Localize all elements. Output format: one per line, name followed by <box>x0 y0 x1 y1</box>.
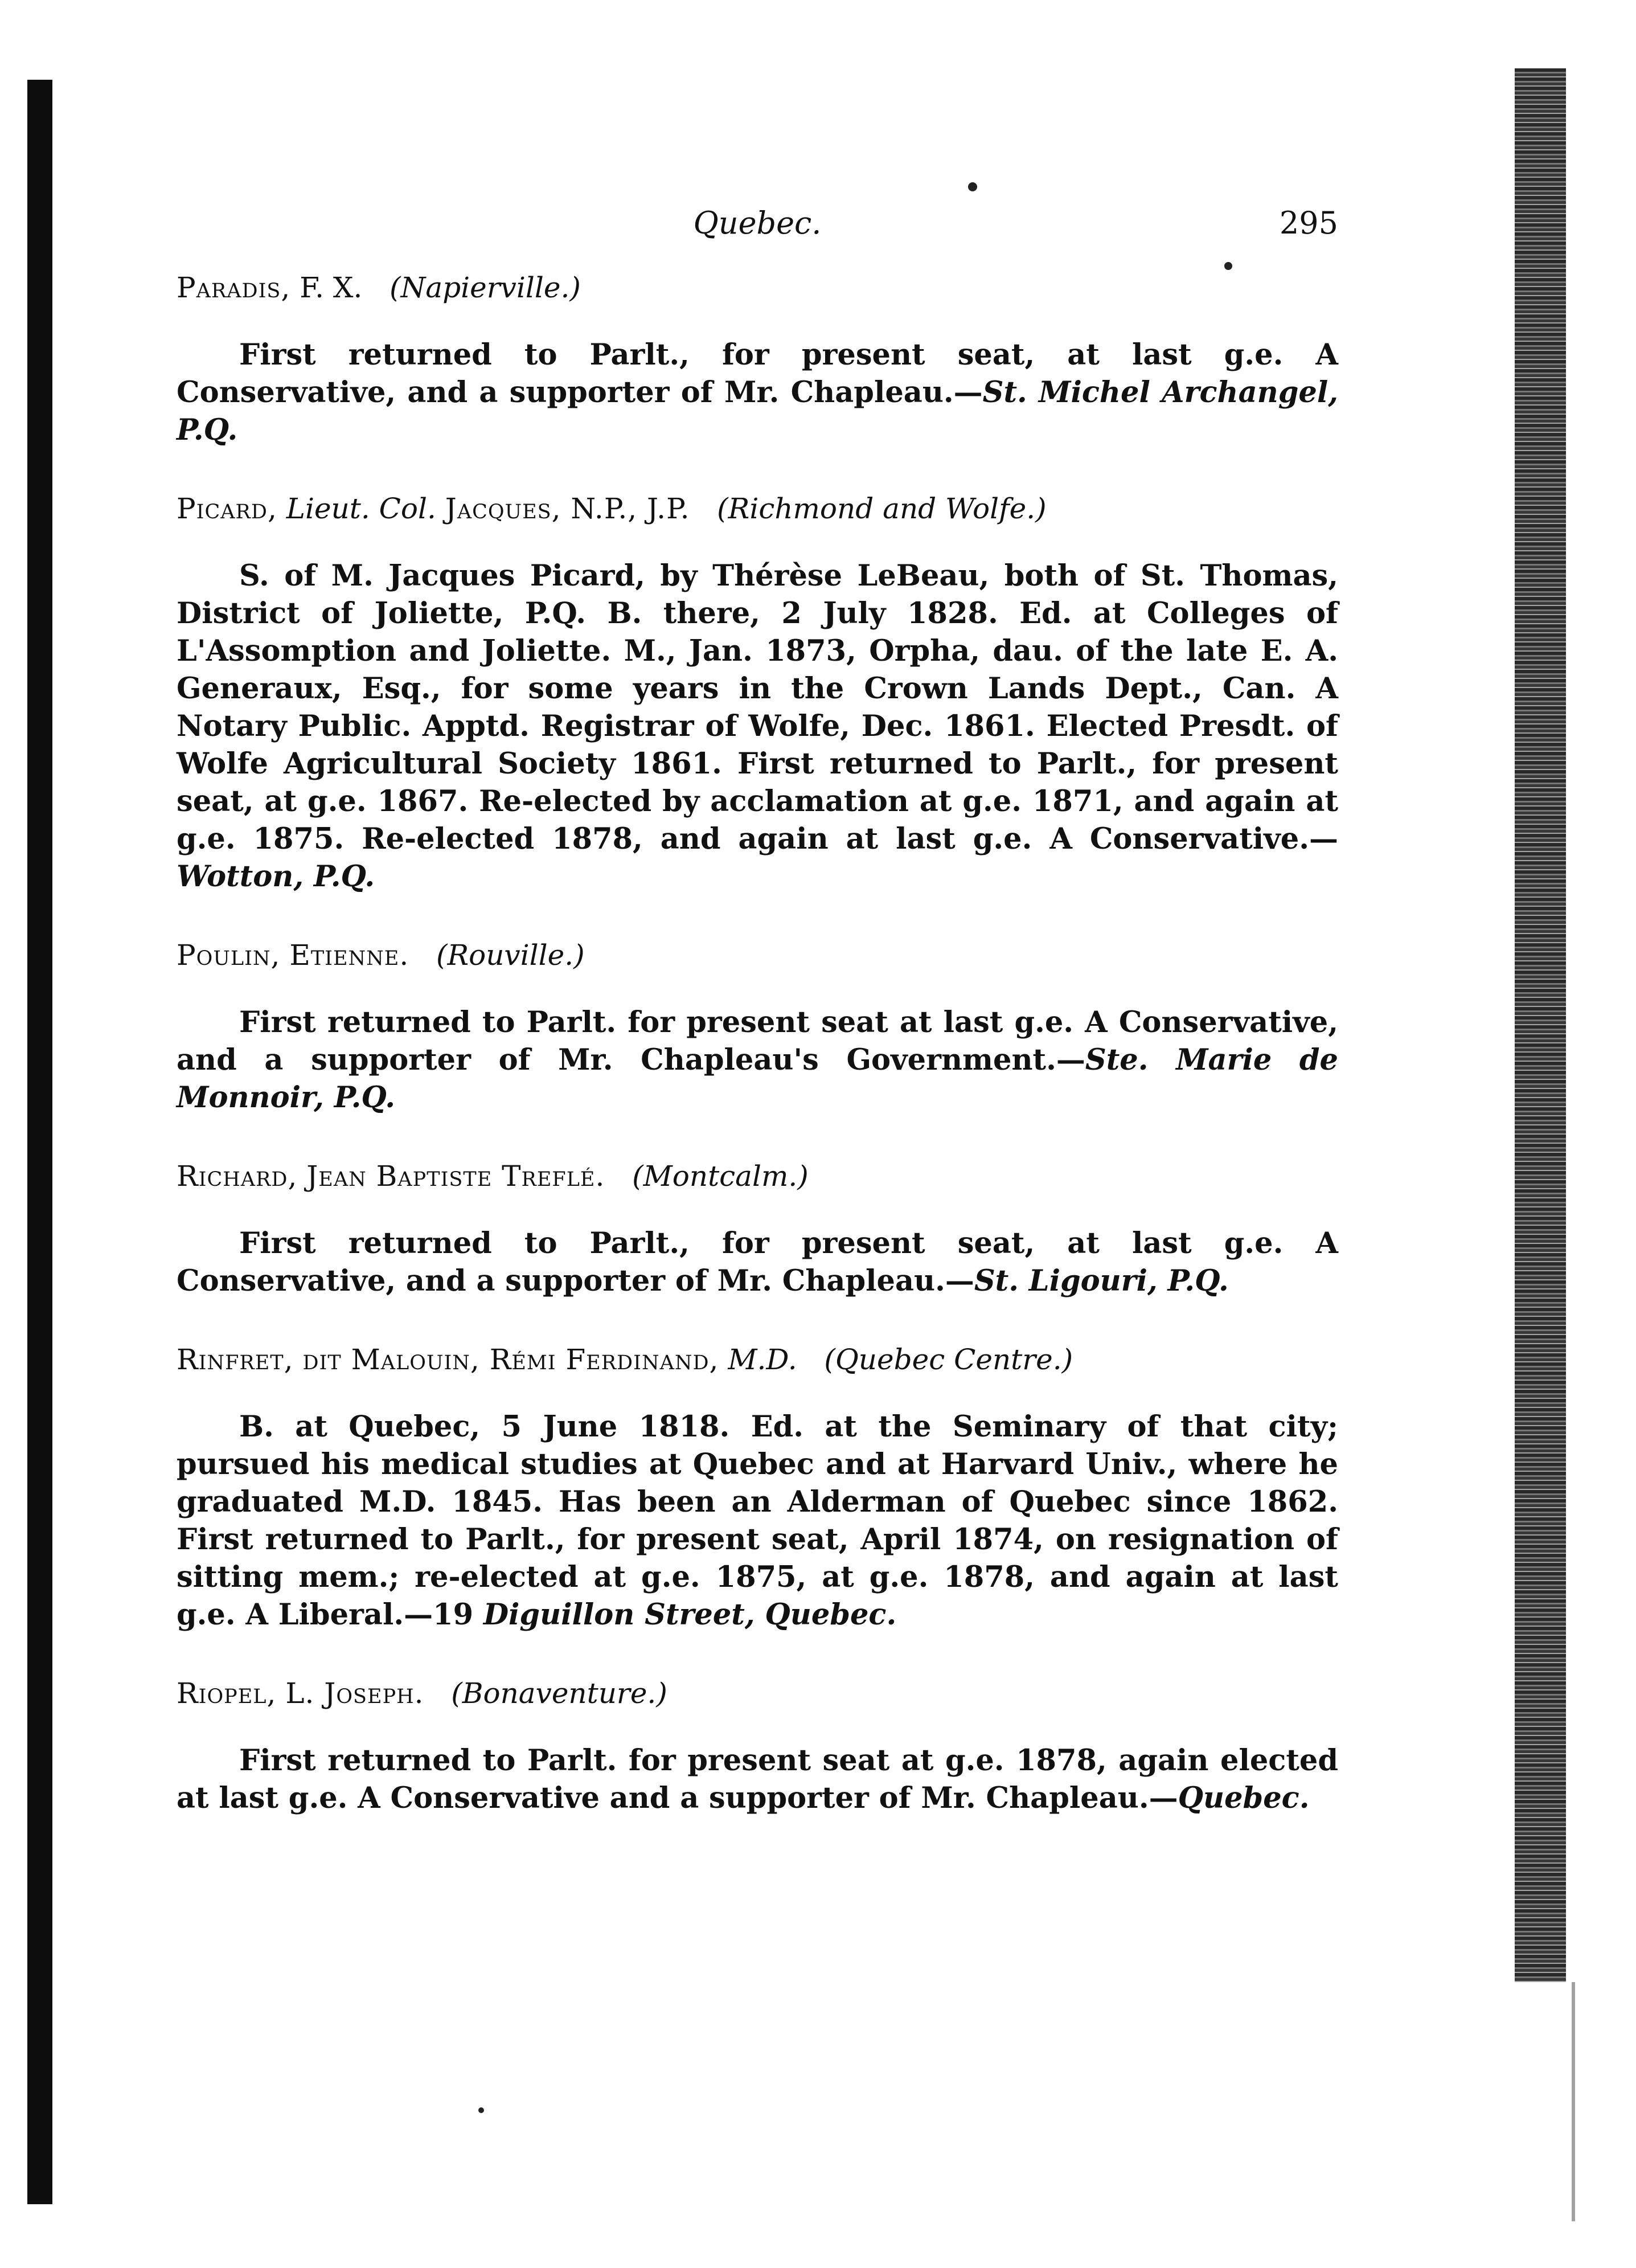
entry-address: Ste. Marie de Monnoir, P.Q. <box>177 1043 1338 1115</box>
entry-given-name: L. Joseph. <box>285 1677 424 1710</box>
entry-given-name: F. X. <box>300 271 363 304</box>
entry-body: B. at Quebec, 5 June 1818. Ed. at the Seminary of that city; pursued his medical studies at Quebec and at Harvard Univ., where he graduated M.D. 1845. Has been an Alderman of Quebec since 1862. First returned to Parlt., for present seat, April 1874, on resignation of sitting mem.; re-elected at g.e. 1875, at g.e. 1878, and again at last g.e. A Liberal.—19 <box>177 1410 1338 1632</box>
running-title: Quebec. <box>693 205 822 241</box>
entry-text <box>177 1225 1338 1300</box>
entry-address: Wotton, P.Q. <box>177 859 375 894</box>
entry-poulin <box>177 935 1338 1116</box>
entry-riding: (Richmond and Wolfe.) <box>717 492 1047 525</box>
entry-heading <box>177 935 1338 975</box>
entry-body: First returned to Parlt. for present seat at last g.e. A Conservative, and a supporter of Mr. Chapleau's Government.— <box>177 1005 1338 1077</box>
entry-riding: (Quebec Centre.) <box>824 1343 1073 1376</box>
entry-given-name: Etienne. <box>289 939 409 972</box>
entry-picard <box>177 489 1338 895</box>
entry-heading <box>177 268 1338 308</box>
entry-richard <box>177 1156 1338 1300</box>
entry-riding: (Napierville.) <box>389 271 581 304</box>
entry-address: St. Ligouri, P.Q. <box>974 1264 1229 1298</box>
entry-address: St. Michel Archangel, P.Q. <box>177 375 1338 447</box>
entry-riding: (Rouville.) <box>436 939 585 972</box>
scan-left-edge <box>27 80 52 2204</box>
entry-surname: Rinfret, <box>177 1343 294 1376</box>
entry-rank: Lieut. Col. <box>286 492 436 525</box>
entry-body: S. of M. Jacques Picard, by Thérèse LeBeau, both of St. Thomas, District of Joliette, P.Q. B. there, 2 July 1828. Ed. at Colleges of L'Assomption and Joliette. M., Jan. 1873, Orpha, dau. of the late E. A. Generaux, Esq., for some years in the Crown Lands Dept., Can. A Notary Public. Apptd. Registrar of Wolfe, Dec. 1861. Elected Presdt. of Wolfe Agricultural Society 1861. First returned to Parlt., for present seat, at g.e. 1867. Re-elected by acclamation at g.e. 1871, and again at g.e. 1875. Re-elected 1878, and again at last g.e. A Conservative.— <box>177 559 1338 856</box>
entry-surname: Richard, <box>177 1160 298 1193</box>
entry-given-name: Jean Baptiste Treflé. <box>306 1160 605 1193</box>
entry-given-name: dit Malouin, Rémi Ferdinand, <box>302 1343 719 1376</box>
entry-heading <box>177 489 1338 529</box>
scan-right-margin-mark <box>1572 1982 1609 2221</box>
entry-surname: Poulin, <box>177 939 281 972</box>
running-head <box>177 205 1338 268</box>
entry-surname: Picard, <box>177 492 277 525</box>
entry-degree: M.D. <box>728 1343 797 1376</box>
entry-body: First returned to Parlt., for present seat, at last g.e. A Conservative, and a supporter of Mr. Chapleau.— <box>177 338 1338 410</box>
entry-surname: Riopel, <box>177 1677 277 1710</box>
ink-speck <box>478 2107 484 2113</box>
entry-given-name: Jacques, N.P., J.P. <box>445 492 690 525</box>
entry-address: Diguillon Street, Quebec. <box>483 1598 897 1632</box>
entry-text <box>177 1004 1338 1116</box>
entry-heading <box>177 1156 1338 1196</box>
entry-body: First returned to Parlt. for present seat at g.e. 1878, again elected at last g.e. A Conservative and a supporter of Mr. Chapleau.— <box>177 1743 1338 1815</box>
entry-text <box>177 1742 1338 1817</box>
entry-paradis <box>177 268 1338 449</box>
ink-speck <box>968 182 977 191</box>
entry-riding: (Montcalm.) <box>632 1160 809 1193</box>
page-number: 295 <box>1279 205 1338 241</box>
entry-heading <box>177 1340 1338 1379</box>
entry-surname: Paradis, <box>177 271 291 304</box>
entry-riding: (Bonaventure.) <box>451 1677 667 1710</box>
entry-address: Quebec. <box>1178 1781 1310 1815</box>
page <box>177 205 1338 1857</box>
entry-rinfret <box>177 1340 1338 1634</box>
entry-riopel <box>177 1673 1338 1817</box>
entry-text <box>177 557 1338 895</box>
entry-text <box>177 1408 1338 1634</box>
entry-body: First returned to Parlt., for present seat, at last g.e. A Conservative, and a supporter of Mr. Chapleau.— <box>177 1226 1338 1298</box>
entry-text <box>177 336 1338 449</box>
scan-right-edge <box>1515 68 1566 1982</box>
entry-heading <box>177 1673 1338 1713</box>
